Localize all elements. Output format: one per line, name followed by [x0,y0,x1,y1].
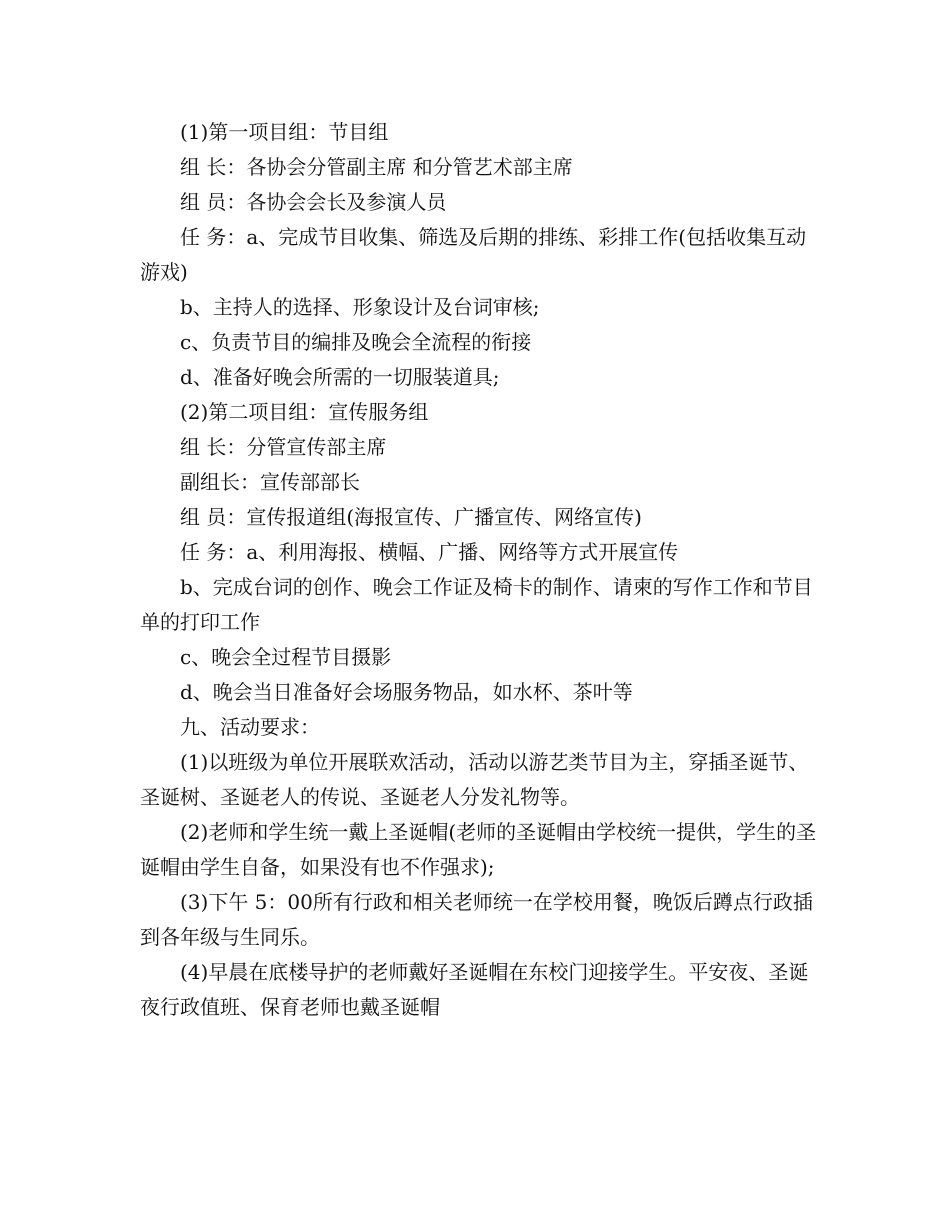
paragraph-7: d、准备好晚会所需的一切服装道具; [180,365,500,389]
paragraph-6: c、负责节目的编排及晚会全流程的衔接 [180,330,532,354]
paragraph-15: d、晚会当日准备好会场服务物品，如水杯、茶叶等 [180,680,633,704]
paragraph-4: 任 务：a、完成节目收集、筛选及后期的排练、彩排工作(包括收集互动游戏) [140,225,807,284]
paragraph-19: (3)下午 5：00所有行政和相关老师统一在学校用餐，晚饭后蹲点行政插到各年级与生同乐。 [140,890,813,949]
paragraph-8: (2)第二项目组：宣传服务组 [180,400,429,424]
paragraph-9: 组 长：分管宣传部主席 [180,435,387,459]
paragraph-18: (2)老师和学生统一戴上圣诞帽(老师的圣诞帽由学校统一提供，学生的圣诞帽由学生自备，如果没有也不作强求); [140,820,817,879]
paragraph-16: 九、活动要求： [180,715,320,739]
paragraph-11: 组 员：宣传报道组(海报宣传、广播宣传、网络宣传) [180,505,642,529]
paragraph-5: b、主持人的选择、形象设计及台词审核; [180,295,540,319]
paragraph-2: 组 长：各协会分管副主席 和分管艺术部主席 [180,155,573,179]
paragraph-20: (4)早晨在底楼导护的老师戴好圣诞帽在东校门迎接学生。平安夜、圣诞夜行政值班、保育老师也戴圣诞帽 [140,960,809,1019]
document-body [140,115,820,1025]
paragraph-3: 组 员：各协会会长及参演人员 [180,190,447,214]
paragraph-12: 任 务：a、利用海报、横幅、广播、网络等方式开展宣传 [180,540,679,564]
paragraph-17: (1)以班级为单位开展联欢活动，活动以游艺类节目为主，穿插圣诞节、圣诞树、圣诞老人的传说、圣诞老人分发礼物等。 [140,750,809,809]
paragraph-1: (1)第一项目组：节目组 [180,120,389,144]
paragraph-10: 副组长：宣传部部长 [180,470,360,494]
paragraph-13: b、完成台词的创作、晚会工作证及椅卡的制作、请柬的写作工作和节目单的打印工作 [140,575,813,634]
paragraph-14: c、晚会全过程节目摄影 [180,645,392,669]
